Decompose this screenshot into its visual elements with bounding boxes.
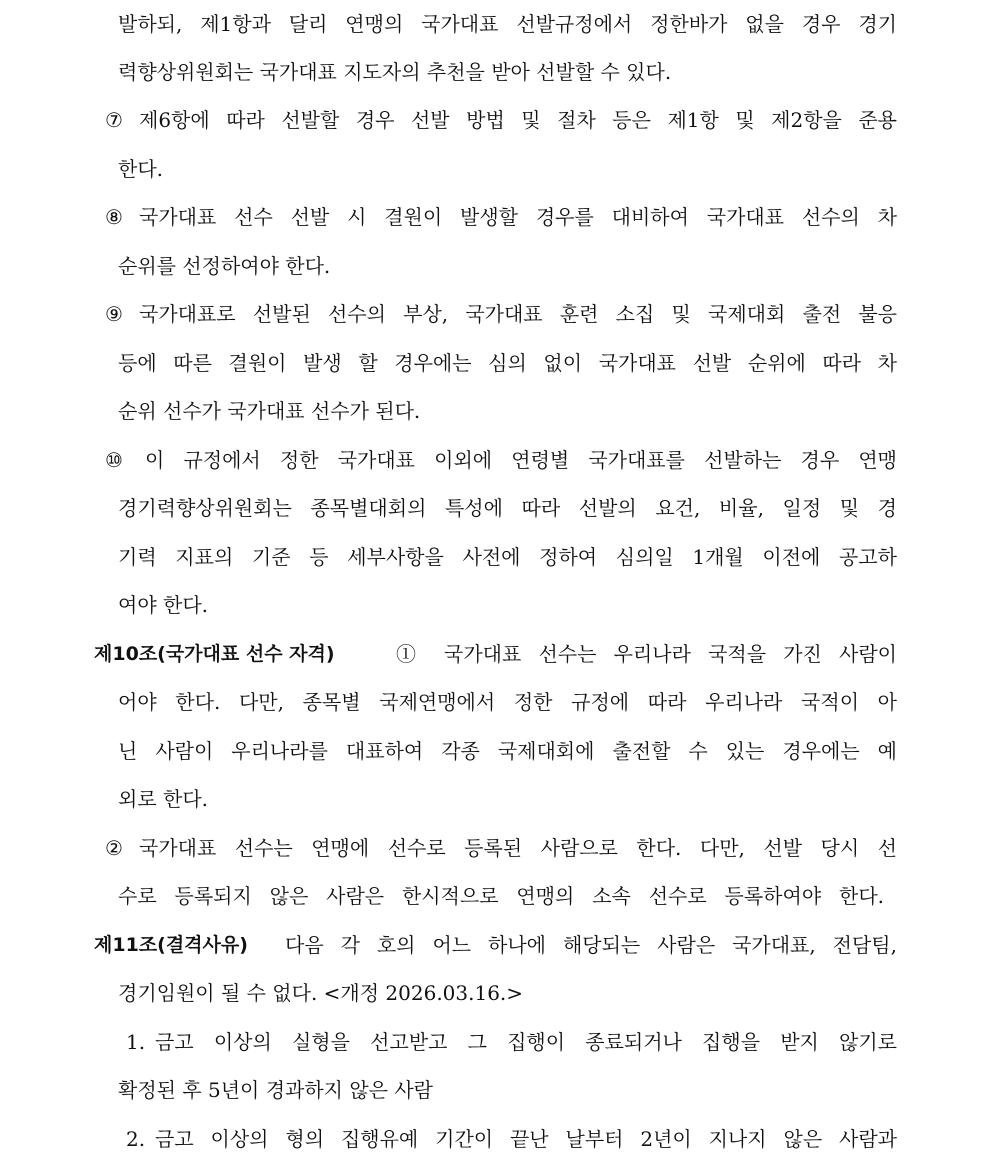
text-line bbox=[0, 876, 992, 916]
clause-marker: ⑧ bbox=[105, 205, 123, 229]
article-heading: 제10조(국가대표 선수 자격) bbox=[94, 643, 335, 665]
paragraph-text: 기력 지표의 기준 등 세부사항을 사전에 정하여 심의일 1개월 이전에 공고하 bbox=[118, 545, 897, 569]
clause-marker: ⑩ bbox=[105, 448, 123, 472]
paragraph-text: 경기임원이 될 수 없다. <개정 2026.03.16.> bbox=[118, 981, 524, 1005]
clause-marker: ⑦ bbox=[105, 108, 123, 132]
paragraph-text: 여야 한다. bbox=[118, 593, 208, 617]
clause-10 bbox=[0, 440, 992, 480]
paragraph-text: 국가대표 선수 선발 시 결원이 발생할 경우를 대비하여 국가대표 선수의 차 bbox=[139, 205, 897, 229]
paragraph-text: 확정된 후 5년이 경과하지 않은 사람 bbox=[118, 1078, 433, 1102]
paragraph-text: ① 국가대표 선수는 우리나라 국적을 가진 사람이 bbox=[396, 642, 897, 666]
paragraph-text: 제6항에 따라 선발할 경우 선발 방법 및 절차 등은 제1항 및 제2항을 준용 bbox=[139, 108, 897, 132]
list-item-1 bbox=[0, 1022, 992, 1062]
paragraph-text: 외로 한다. bbox=[118, 787, 208, 811]
paragraph-text: 경기력향상위원회는 종목별대회의 특성에 따라 선발의 요건, 비율, 일정 및 경 bbox=[118, 496, 897, 520]
paragraph-text: 금고 이상의 실형을 선고받고 그 집행이 종료되거나 집행을 받지 않기로 bbox=[155, 1030, 897, 1054]
text-line bbox=[0, 973, 992, 1013]
text-line bbox=[0, 52, 992, 92]
clause-7 bbox=[0, 100, 992, 140]
paragraph-text: 발하되, 제1항과 달리 연맹의 국가대표 선발규정에서 정한바가 없을 경우 경기 bbox=[118, 12, 897, 36]
paragraph-text: 등에 따른 결원이 발생 할 경우에는 심의 없이 국가대표 선발 순위에 따라 차 bbox=[118, 351, 897, 375]
text-line bbox=[0, 1070, 992, 1110]
paragraph-text: 력향상위원회는 국가대표 지도자의 추천을 받아 선발할 수 있다. bbox=[118, 60, 672, 84]
paragraph-text: 순위 선수가 국가대표 선수가 된다. bbox=[118, 399, 421, 423]
clause-9 bbox=[0, 294, 992, 334]
paragraph-text: 한다. bbox=[118, 157, 163, 181]
clause-8 bbox=[0, 197, 992, 237]
paragraph-text: 국가대표 선수는 연맹에 선수로 등록된 사람으로 한다. 다만, 선발 당시 선 bbox=[139, 836, 897, 860]
paragraph-text: 국가대표로 선발된 선수의 부상, 국가대표 훈련 소집 및 국제대회 출전 불응 bbox=[139, 302, 897, 326]
text-line bbox=[0, 488, 992, 528]
text-line bbox=[0, 537, 992, 577]
text-line bbox=[0, 731, 992, 771]
article-heading: 제11조(결격사유) bbox=[94, 934, 248, 956]
text-line bbox=[0, 4, 992, 44]
text-line bbox=[0, 343, 992, 383]
list-item-2 bbox=[0, 1119, 992, 1159]
clause-marker: ② bbox=[105, 836, 123, 860]
text-line bbox=[0, 391, 992, 431]
clause-marker: ⑨ bbox=[105, 302, 123, 326]
paragraph-text: 어야 한다. 다만, 종목별 국제연맹에서 정한 규정에 따라 우리나라 국적이 아 bbox=[118, 690, 897, 714]
list-marker: 2. bbox=[126, 1127, 146, 1151]
text-line bbox=[0, 779, 992, 819]
article-11 bbox=[0, 925, 992, 965]
text-line bbox=[0, 682, 992, 722]
paragraph-text: 금고 이상의 형의 집행유예 기간이 끝난 날부터 2년이 지나지 않은 사람과 bbox=[155, 1127, 897, 1151]
list-marker: 1. bbox=[126, 1030, 146, 1054]
paragraph-text: 닌 사람이 우리나라를 대표하여 각종 국제대회에 출전할 수 있는 경우에는 예 bbox=[118, 739, 897, 763]
paragraph-text: 수로 등록되지 않은 사람은 한시적으로 연맹의 소속 선수로 등록하여야 한다. bbox=[118, 884, 884, 908]
clause-2 bbox=[0, 828, 992, 868]
paragraph-text: 이 규정에서 정한 국가대표 이외에 연령별 국가대표를 선발하는 경우 연맹 bbox=[145, 448, 897, 472]
text-line bbox=[0, 149, 992, 189]
paragraph-text: 순위를 선정하여야 한다. bbox=[118, 254, 331, 278]
text-line bbox=[0, 246, 992, 286]
article-10 bbox=[0, 634, 992, 674]
text-line bbox=[0, 585, 992, 625]
paragraph-text: 다음 각 호의 어느 하나에 해당되는 사람은 국가대표, 전담팀, bbox=[285, 933, 897, 957]
